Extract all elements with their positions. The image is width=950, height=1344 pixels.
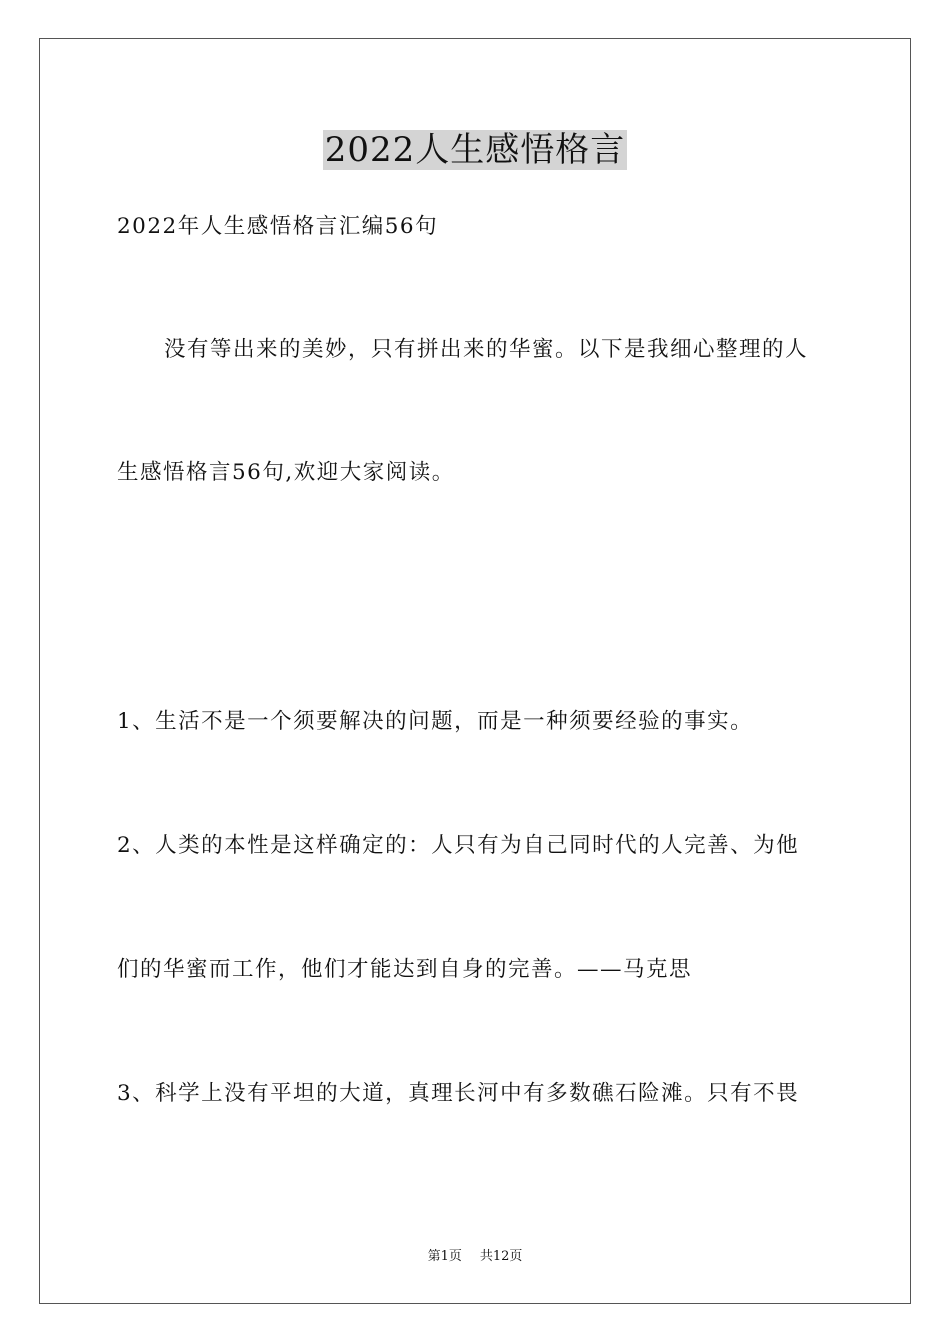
intro-line-1: 没有等出来的美妙，只有拼出来的华蜜。以下是我细心整理的人 [164, 337, 809, 362]
intro-line-2: 生感悟格言56句,欢迎大家阅读。 [117, 460, 455, 485]
page-number-total: 共12页 [479, 1249, 523, 1264]
page-number-current: 第1页 [427, 1249, 462, 1264]
document-title-text: 2022人生感悟格言 [324, 130, 626, 170]
quote-1-line-1: 1、生活不是一个须要解决的问题，而是一种须要经验的事实。 [117, 709, 754, 734]
document-title [0, 126, 950, 174]
quote-2-line-2: 们的华蜜而工作，他们才能达到自身的完善。——马克思 [117, 957, 693, 982]
quote-3-line-1: 3、科学上没有平坦的大道，真理长河中有多数礁石险滩。只有不畏 [117, 1081, 800, 1106]
document-subtitle: 2022年人生感悟格言汇编56句 [117, 214, 439, 239]
page-footer [0, 1248, 950, 1266]
quote-2-line-1: 2、人类的本性是这样确定的：人只有为自己同时代的人完善、为他 [117, 833, 800, 858]
